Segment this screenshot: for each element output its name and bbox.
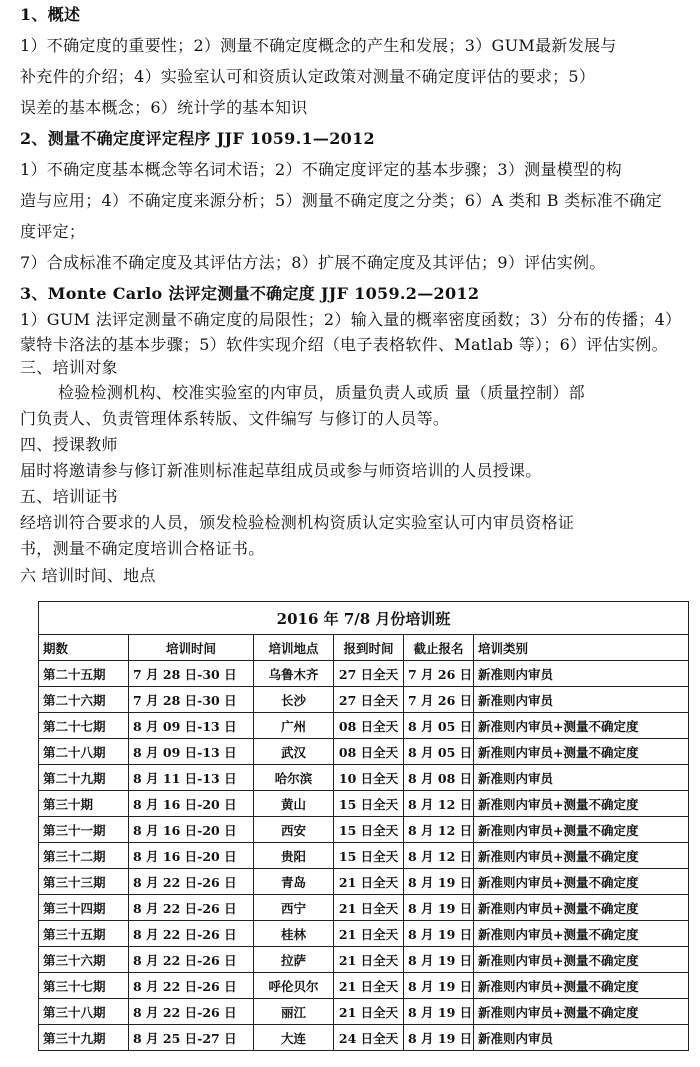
cell-training-time: 8 月 22 日-26 日 bbox=[129, 895, 254, 921]
section-heading-schedule: 六 培训时间、地点 bbox=[20, 566, 156, 585]
table-row bbox=[39, 1025, 689, 1051]
cell-checkin-time: 27 日全天 bbox=[334, 661, 404, 687]
cell-location: 黄山 bbox=[254, 791, 334, 817]
table-row bbox=[39, 713, 689, 739]
cell-training-category: 新准则内审员+测量不确定度 bbox=[474, 973, 689, 999]
cell-checkin-time: 21 日全天 bbox=[334, 921, 404, 947]
paragraph-line: 书，测量不确定度培训合格证书。 bbox=[20, 539, 265, 558]
cell-location: 广州 bbox=[254, 713, 334, 739]
cell-training-category: 新准则内审员 bbox=[474, 1025, 689, 1051]
cell-training-category: 新准则内审员+测量不确定度 bbox=[474, 895, 689, 921]
paragraph-line: 1）GUM 法评定测量不确定度的局限性；2）输入量的概率密度函数；3）分布的传播；4） bbox=[20, 310, 682, 329]
cell-checkin-time: 15 日全天 bbox=[334, 791, 404, 817]
paragraph-line: 7）合成标准不确定度及其评估方法；8）扩展不确定度及其评估；9）评估实例。 bbox=[20, 253, 606, 272]
cell-checkin-time: 08 日全天 bbox=[334, 739, 404, 765]
cell-training-category: 新准则内审员+测量不确定度 bbox=[474, 817, 689, 843]
cell-period: 第三十七期 bbox=[39, 973, 129, 999]
paragraph-line: 误差的基本概念；6）统计学的基本知识 bbox=[20, 98, 308, 117]
schedule-table bbox=[38, 601, 689, 1051]
cell-location: 西宁 bbox=[254, 895, 334, 921]
paragraph-line: 届时将邀请参与修订新准则标准起草组成员或参与师资培训的人员授课。 bbox=[20, 461, 542, 480]
cell-registration-deadline: 8 月 19 日 bbox=[404, 921, 474, 947]
paragraph-line: 补充件的介绍；4）实验室认可和资质认定政策对测量不确定度评估的要求；5） bbox=[20, 67, 596, 86]
cell-period: 第二十九期 bbox=[39, 765, 129, 791]
cell-registration-deadline: 7 月 26 日 bbox=[404, 687, 474, 713]
cell-location: 呼伦贝尔 bbox=[254, 973, 334, 999]
cell-registration-deadline: 8 月 19 日 bbox=[404, 947, 474, 973]
cell-checkin-time: 21 日全天 bbox=[334, 973, 404, 999]
cell-training-time: 8 月 16 日-20 日 bbox=[129, 843, 254, 869]
cell-registration-deadline: 8 月 19 日 bbox=[404, 973, 474, 999]
cell-training-time: 7 月 28 日-30 日 bbox=[129, 687, 254, 713]
paragraph-line: 1）不确定度基本概念等名词术语；2）不确定度评定的基本步骤；3）测量模型的构 bbox=[20, 160, 622, 179]
cell-checkin-time: 27 日全天 bbox=[334, 687, 404, 713]
cell-training-time: 8 月 22 日-26 日 bbox=[129, 947, 254, 973]
cell-checkin-time: 24 日全天 bbox=[334, 1025, 404, 1051]
cell-location: 拉萨 bbox=[254, 947, 334, 973]
paragraph-line: 门负责人、负责管理体系转版、文件编写 与修订的人员等。 bbox=[20, 409, 450, 428]
cell-period: 第三十二期 bbox=[39, 843, 129, 869]
section-heading-overview: 1、概述 bbox=[20, 5, 81, 24]
cell-period: 第三十一期 bbox=[39, 817, 129, 843]
cell-registration-deadline: 8 月 12 日 bbox=[404, 817, 474, 843]
cell-checkin-time: 21 日全天 bbox=[334, 947, 404, 973]
cell-registration-deadline: 8 月 19 日 bbox=[404, 1025, 474, 1051]
cell-training-category: 新准则内审员+测量不确定度 bbox=[474, 999, 689, 1025]
section-heading-trainees: 三、培训对象 bbox=[20, 358, 118, 377]
cell-training-time: 8 月 09 日-13 日 bbox=[129, 739, 254, 765]
cell-registration-deadline: 8 月 19 日 bbox=[404, 999, 474, 1025]
cell-training-time: 8 月 22 日-26 日 bbox=[129, 869, 254, 895]
cell-checkin-time: 21 日全天 bbox=[334, 895, 404, 921]
cell-period: 第二十五期 bbox=[39, 661, 129, 687]
cell-location: 大连 bbox=[254, 1025, 334, 1051]
cell-period: 第二十七期 bbox=[39, 713, 129, 739]
cell-training-time: 8 月 11 日-13 日 bbox=[129, 765, 254, 791]
cell-training-time: 8 月 22 日-26 日 bbox=[129, 999, 254, 1025]
table-row bbox=[39, 999, 689, 1025]
table-row bbox=[39, 687, 689, 713]
table-caption: 2016 年 7/8 月份培训班 bbox=[39, 602, 689, 635]
table-body bbox=[39, 661, 689, 1051]
section-heading-certificate: 五、培训证书 bbox=[20, 487, 118, 506]
cell-registration-deadline: 8 月 05 日 bbox=[404, 713, 474, 739]
table-row bbox=[39, 791, 689, 817]
table-row bbox=[39, 817, 689, 843]
cell-period: 第三十三期 bbox=[39, 869, 129, 895]
cell-location: 桂林 bbox=[254, 921, 334, 947]
paragraph-line: 造与应用；4）不确定度来源分析；5）测量不确定度之分类；6）A 类和 B 类标准不确定 bbox=[20, 191, 663, 210]
header-training-time: 培训时间 bbox=[129, 635, 254, 661]
cell-checkin-time: 21 日全天 bbox=[334, 869, 404, 895]
cell-period: 第二十八期 bbox=[39, 739, 129, 765]
header-registration-deadline: 截止报名 bbox=[404, 635, 474, 661]
cell-training-category: 新准则内审员+测量不确定度 bbox=[474, 843, 689, 869]
cell-training-category: 新准则内审员+测量不确定度 bbox=[474, 713, 689, 739]
section-heading-monte-carlo: 3、Monte Carlo 法评定测量不确定度 JJF 1059.2—2012 bbox=[20, 284, 480, 303]
cell-location: 长沙 bbox=[254, 687, 334, 713]
table-row bbox=[39, 895, 689, 921]
paragraph-line: 1）不确定度的重要性；2）测量不确定度概念的产生和发展；3）GUM最新发展与 bbox=[20, 36, 617, 55]
section-heading-procedure: 2、测量不确定度评定程序 JJF 1059.1—2012 bbox=[20, 129, 375, 148]
table-row bbox=[39, 843, 689, 869]
paragraph-line: 度评定； bbox=[20, 222, 86, 241]
header-period: 期数 bbox=[39, 635, 129, 661]
cell-registration-deadline: 8 月 05 日 bbox=[404, 739, 474, 765]
cell-period: 第三十四期 bbox=[39, 895, 129, 921]
cell-period: 第三十五期 bbox=[39, 921, 129, 947]
cell-training-category: 新准则内审员 bbox=[474, 661, 689, 687]
cell-training-category: 新准则内审员+测量不确定度 bbox=[474, 739, 689, 765]
cell-training-category: 新准则内审员 bbox=[474, 687, 689, 713]
table-row bbox=[39, 947, 689, 973]
cell-checkin-time: 15 日全天 bbox=[334, 817, 404, 843]
cell-checkin-time: 15 日全天 bbox=[334, 843, 404, 869]
cell-location: 西安 bbox=[254, 817, 334, 843]
cell-training-category: 新准则内审员+测量不确定度 bbox=[474, 869, 689, 895]
cell-period: 第二十六期 bbox=[39, 687, 129, 713]
cell-location: 贵阳 bbox=[254, 843, 334, 869]
cell-registration-deadline: 8 月 12 日 bbox=[404, 791, 474, 817]
cell-training-time: 8 月 09 日-13 日 bbox=[129, 713, 254, 739]
paragraph-line: 经培训符合要求的人员，颁发检验检测机构资质认定实验室认可内审员资格证 bbox=[20, 513, 575, 532]
cell-checkin-time: 10 日全天 bbox=[334, 765, 404, 791]
cell-registration-deadline: 8 月 19 日 bbox=[404, 869, 474, 895]
schedule-table-wrapper bbox=[38, 601, 688, 1051]
cell-checkin-time: 08 日全天 bbox=[334, 713, 404, 739]
cell-training-category: 新准则内审员+测量不确定度 bbox=[474, 947, 689, 973]
cell-period: 第三十期 bbox=[39, 791, 129, 817]
cell-training-time: 8 月 22 日-26 日 bbox=[129, 973, 254, 999]
table-row bbox=[39, 739, 689, 765]
table-row bbox=[39, 661, 689, 687]
section-heading-teachers: 四、授课教师 bbox=[20, 435, 118, 454]
cell-training-time: 8 月 16 日-20 日 bbox=[129, 817, 254, 843]
header-location: 培训地点 bbox=[254, 635, 334, 661]
cell-period: 第三十九期 bbox=[39, 1025, 129, 1051]
cell-registration-deadline: 7 月 26 日 bbox=[404, 661, 474, 687]
header-training-category: 培训类别 bbox=[474, 635, 689, 661]
cell-training-time: 8 月 22 日-26 日 bbox=[129, 921, 254, 947]
table-row bbox=[39, 765, 689, 791]
cell-location: 青岛 bbox=[254, 869, 334, 895]
cell-registration-deadline: 8 月 12 日 bbox=[404, 843, 474, 869]
cell-training-category: 新准则内审员 bbox=[474, 765, 689, 791]
cell-training-time: 7 月 28 日-30 日 bbox=[129, 661, 254, 687]
paragraph-line: 蒙特卡洛法的基本步骤；5）软件实现介绍（电子表格软件、Matlab 等）；6）评估实例。 bbox=[20, 335, 668, 354]
cell-registration-deadline: 8 月 08 日 bbox=[404, 765, 474, 791]
cell-location: 哈尔滨 bbox=[254, 765, 334, 791]
header-checkin-time: 报到时间 bbox=[334, 635, 404, 661]
cell-training-time: 8 月 16 日-20 日 bbox=[129, 791, 254, 817]
cell-location: 乌鲁木齐 bbox=[254, 661, 334, 687]
table-header-row bbox=[39, 635, 689, 661]
cell-period: 第三十六期 bbox=[39, 947, 129, 973]
table-row bbox=[39, 973, 689, 999]
cell-training-time: 8 月 25 日-27 日 bbox=[129, 1025, 254, 1051]
cell-checkin-time: 21 日全天 bbox=[334, 999, 404, 1025]
table-row bbox=[39, 869, 689, 895]
table-row bbox=[39, 921, 689, 947]
cell-training-category: 新准则内审员+测量不确定度 bbox=[474, 791, 689, 817]
paragraph-line: 检验检测机构、校准实验室的内审员，质量负责人或质 量（质量控制）部 bbox=[58, 383, 585, 402]
cell-training-category: 新准则内审员+测量不确定度 bbox=[474, 921, 689, 947]
cell-period: 第三十八期 bbox=[39, 999, 129, 1025]
cell-location: 丽江 bbox=[254, 999, 334, 1025]
cell-registration-deadline: 8 月 19 日 bbox=[404, 895, 474, 921]
cell-location: 武汉 bbox=[254, 739, 334, 765]
